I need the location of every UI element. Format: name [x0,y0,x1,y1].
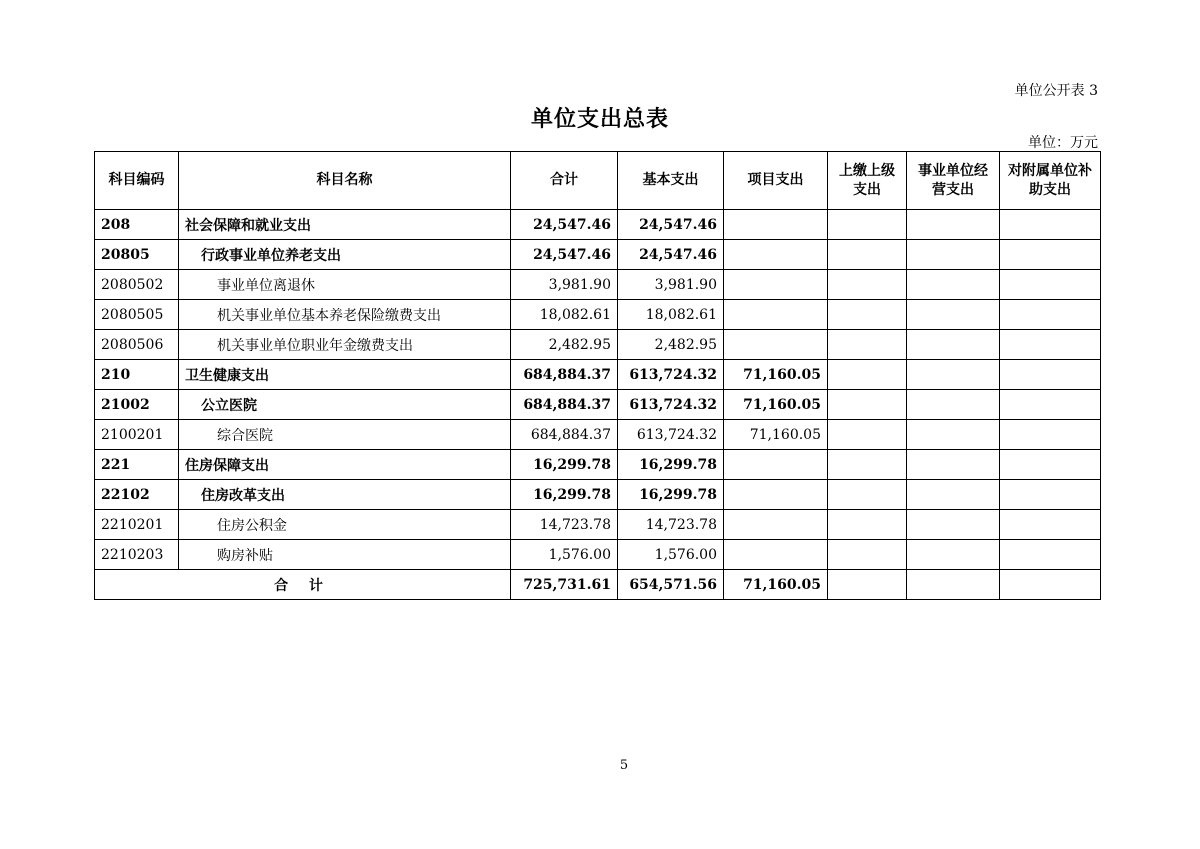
cell-subsidy [1000,420,1101,450]
total-cell-remit [828,570,907,600]
cell-subsidy [1000,510,1101,540]
row-name: 机关事业单位基本养老保险缴费支出 [179,300,511,330]
cell-total: 2,482.95 [511,330,618,360]
cell-basic: 18,082.61 [618,300,724,330]
row-code: 221 [95,450,179,480]
table-row [95,480,1101,510]
cell-business [907,540,1000,570]
table-row [95,270,1101,300]
table-header-row [95,152,1101,210]
row-name: 住房改革支出 [179,480,511,510]
cell-remit [828,420,907,450]
row-code: 2210201 [95,510,179,540]
cell-project: 71,160.05 [724,360,828,390]
cell-business [907,510,1000,540]
cell-total: 3,981.90 [511,270,618,300]
cell-remit [828,300,907,330]
column-header: 项目支出 [724,152,828,210]
cell-business [907,210,1000,240]
cell-business [907,390,1000,420]
cell-basic: 613,724.32 [618,420,724,450]
row-name: 卫生健康支出 [179,360,511,390]
column-header: 合计 [511,152,618,210]
row-code: 2080502 [95,270,179,300]
cell-total: 1,576.00 [511,540,618,570]
column-header: 科目编码 [95,152,179,210]
row-name: 行政事业单位养老支出 [179,240,511,270]
cell-basic: 14,723.78 [618,510,724,540]
table-row [95,210,1101,240]
row-name: 购房补贴 [179,540,511,570]
cell-subsidy [1000,390,1101,420]
table-number: 单位公开表 3 [1014,83,1098,99]
cell-project [724,330,828,360]
cell-business [907,360,1000,390]
cell-business [907,330,1000,360]
cell-basic: 2,482.95 [618,330,724,360]
cell-subsidy [1000,330,1101,360]
table-row [95,300,1101,330]
page-title: 单位支出总表 [530,106,669,132]
total-cell-business [907,570,1000,600]
cell-basic: 613,724.32 [618,390,724,420]
cell-subsidy [1000,210,1101,240]
column-header: 对附属单位补助支出 [1000,152,1101,210]
row-code: 208 [95,210,179,240]
table-row [95,510,1101,540]
cell-subsidy [1000,450,1101,480]
cell-subsidy [1000,480,1101,510]
cell-project [724,210,828,240]
cell-project [724,540,828,570]
cell-total: 684,884.37 [511,390,618,420]
cell-remit [828,510,907,540]
row-code: 210 [95,360,179,390]
row-name: 住房公积金 [179,510,511,540]
cell-remit [828,210,907,240]
cell-basic: 24,547.46 [618,210,724,240]
cell-remit [828,240,907,270]
table-row [95,240,1101,270]
row-code: 2100201 [95,420,179,450]
row-code: 2210203 [95,540,179,570]
total-cell-project: 71,160.05 [724,570,828,600]
row-code: 2080505 [95,300,179,330]
cell-project [724,510,828,540]
cell-total: 14,723.78 [511,510,618,540]
cell-project [724,270,828,300]
cell-project [724,450,828,480]
table-row [95,420,1101,450]
cell-total: 16,299.78 [511,450,618,480]
cell-remit [828,480,907,510]
cell-business [907,480,1000,510]
cell-basic: 24,547.46 [618,240,724,270]
cell-project [724,480,828,510]
cell-total: 24,547.46 [511,210,618,240]
row-name: 社会保障和就业支出 [179,210,511,240]
cell-business [907,450,1000,480]
row-code: 20805 [95,240,179,270]
cell-project: 71,160.05 [724,390,828,420]
cell-subsidy [1000,270,1101,300]
column-header: 事业单位经营支出 [907,152,1000,210]
table-row [95,330,1101,360]
column-header: 上缴上级支出 [828,152,907,210]
cell-subsidy [1000,300,1101,330]
cell-subsidy [1000,360,1101,390]
cell-basic: 1,576.00 [618,540,724,570]
cell-remit [828,360,907,390]
row-name: 机关事业单位职业年金缴费支出 [179,330,511,360]
table-body [95,210,1101,600]
cell-remit [828,270,907,300]
total-cell-basic: 654,571.56 [618,570,724,600]
row-name: 事业单位离退休 [179,270,511,300]
row-name: 综合医院 [179,420,511,450]
cell-business [907,240,1000,270]
table-row [95,450,1101,480]
total-row [95,570,1101,600]
table-row [95,360,1101,390]
row-code: 21002 [95,390,179,420]
row-code: 2080506 [95,330,179,360]
cell-total: 16,299.78 [511,480,618,510]
cell-total: 24,547.46 [511,240,618,270]
cell-basic: 16,299.78 [618,450,724,480]
cell-project [724,300,828,330]
cell-remit [828,390,907,420]
cell-total: 18,082.61 [511,300,618,330]
column-header: 基本支出 [618,152,724,210]
cell-remit [828,330,907,360]
total-label: 合 计 [95,570,511,600]
expenditure-table [94,151,1101,600]
cell-project: 71,160.05 [724,420,828,450]
cell-basic: 3,981.90 [618,270,724,300]
cell-remit [828,450,907,480]
page-number: 5 [619,758,629,773]
unit-label: 单位：万元 [1028,135,1098,151]
cell-basic: 16,299.78 [618,480,724,510]
total-cell-subsidy [1000,570,1101,600]
row-code: 22102 [95,480,179,510]
total-cell-total: 725,731.61 [511,570,618,600]
table-row [95,390,1101,420]
cell-total: 684,884.37 [511,420,618,450]
cell-business [907,270,1000,300]
cell-project [724,240,828,270]
cell-business [907,300,1000,330]
cell-business [907,420,1000,450]
row-name: 住房保障支出 [179,450,511,480]
cell-remit [828,540,907,570]
cell-subsidy [1000,540,1101,570]
cell-subsidy [1000,240,1101,270]
column-header: 科目名称 [179,152,511,210]
cell-total: 684,884.37 [511,360,618,390]
cell-basic: 613,724.32 [618,360,724,390]
table-row [95,540,1101,570]
row-name: 公立医院 [179,390,511,420]
